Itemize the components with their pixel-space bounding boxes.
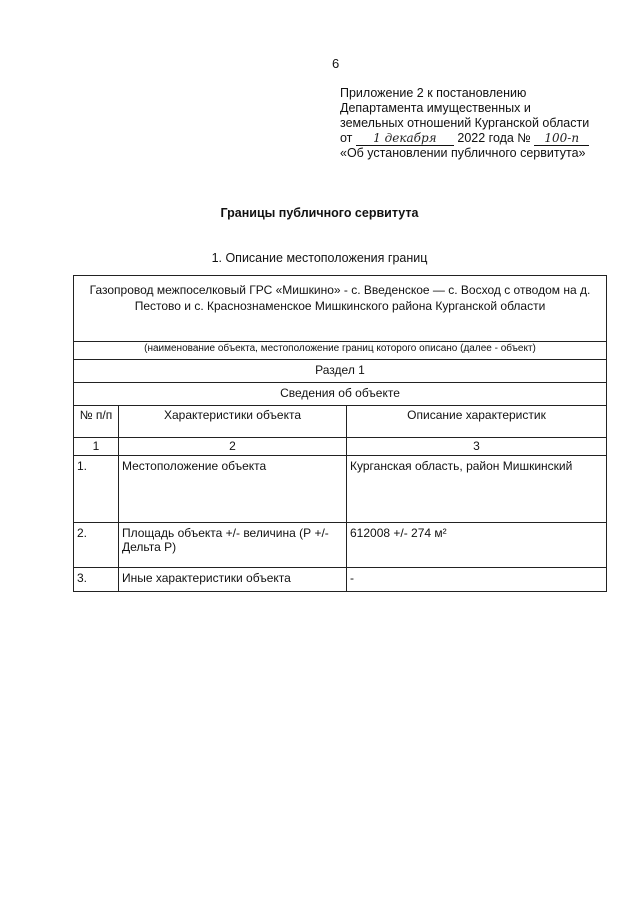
section-subtitle: 1. Описание местоположения границ <box>211 251 428 265</box>
handwritten-number: 100-п <box>534 132 589 146</box>
column-numbers-row <box>74 438 607 456</box>
page-number: 6 <box>332 56 340 71</box>
section-row <box>74 360 607 383</box>
handwritten-date: 1 декабря <box>356 132 454 146</box>
table-row <box>74 456 607 523</box>
object-caption: (наименование объекта, местоположение границ которого описано (далее - объект) <box>74 342 607 360</box>
row-number: 3. <box>74 568 119 592</box>
column-number: 2 <box>119 438 347 456</box>
document-title: Границы публичного сервитута <box>220 206 419 220</box>
header-description: Описание характеристик <box>347 406 607 438</box>
object-info-table <box>73 275 607 592</box>
row-description: Курганская область, район Мишкинский <box>347 456 607 523</box>
table-row <box>74 523 607 568</box>
section-title: Сведения об объекте <box>74 383 607 406</box>
header-characteristic: Характеристики объекта <box>119 406 347 438</box>
year-text: 2022 года № <box>457 131 531 145</box>
row-description: 612008 +/- 274 м² <box>347 523 607 568</box>
appendix-line-3: земельных отношений Курганской области <box>340 116 590 130</box>
row-characteristic: Площадь объекта +/- величина (Р +/- Дельта Р) <box>119 523 347 568</box>
object-caption-row <box>74 342 607 360</box>
section-title-row <box>74 383 607 406</box>
row-characteristic: Местоположение объекта <box>119 456 347 523</box>
column-number: 1 <box>74 438 119 456</box>
appendix-line-2: Департамента имущественных и <box>340 101 531 115</box>
object-name: Газопровод межпоселковый ГРС «Мишкино» - с. Введенское — с. Восход с отводом на д. Пестово и с. Краснознаменское Мишкинского района Курганской области <box>74 276 607 342</box>
row-number: 1. <box>74 456 119 523</box>
row-number: 2. <box>74 523 119 568</box>
section-label: Раздел 1 <box>74 360 607 383</box>
row-description: - <box>347 568 607 592</box>
table-header-row <box>74 406 607 438</box>
object-name-row <box>74 276 607 342</box>
appendix-line-5: «Об установлении публичного сервитута» <box>340 146 586 160</box>
header-number: № п/п <box>74 406 119 438</box>
appendix-header <box>340 86 589 161</box>
column-number: 3 <box>347 438 607 456</box>
table-row <box>74 568 607 592</box>
from-prefix: от <box>340 131 353 145</box>
appendix-line-1: Приложение 2 к постановлению <box>340 86 527 100</box>
row-characteristic: Иные характеристики объекта <box>119 568 347 592</box>
appendix-date-line <box>340 131 589 146</box>
